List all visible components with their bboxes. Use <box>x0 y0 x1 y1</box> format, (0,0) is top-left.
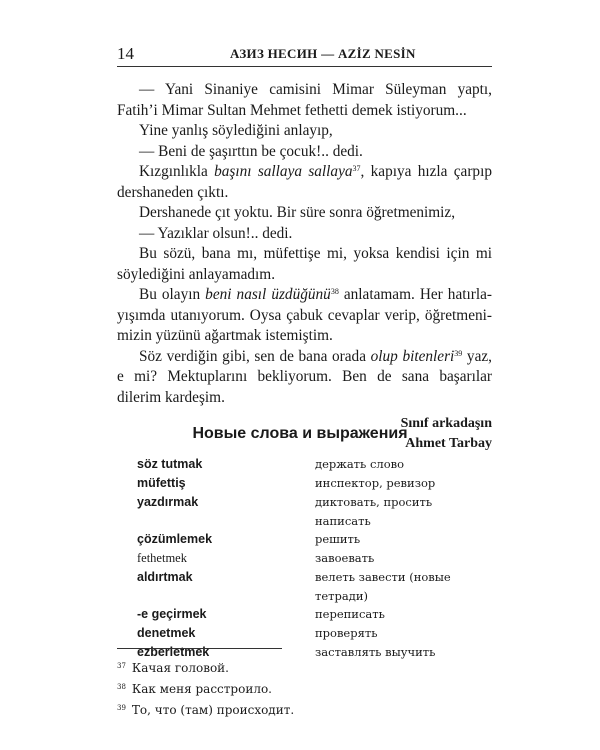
page-number: 14 <box>117 44 134 63</box>
vocab-word: denetmek <box>137 626 196 640</box>
vocab-word: yazdırmak <box>137 495 199 509</box>
vocab-word: müfettiş <box>137 476 186 490</box>
vocab-row <box>137 493 487 530</box>
text-run: Bu olayın <box>139 286 206 303</box>
footnote-text: Качая головой. <box>131 661 229 675</box>
vocab-row <box>137 605 487 624</box>
text-run: yaz, e mi? Mektuplarını bekliyorum. Ben de sana başarılar dilerim kardeşim. <box>117 347 492 406</box>
paragraph: — Beni de şaşırttın be çocuk!.. dedi. <box>139 142 363 160</box>
vocab-translation: решить <box>315 532 361 546</box>
italic-phrase: beni nasıl üzdüğünü <box>205 286 331 303</box>
footnote-number: 38 <box>117 683 126 691</box>
vocab-translation: переписать <box>315 607 385 621</box>
text-run: Söz verdiğin gibi, sen de bana orada <box>139 347 371 365</box>
text-run: Kızgınlıkla <box>139 163 215 180</box>
vocab-word: -e geçirmek <box>137 607 207 621</box>
italic-phrase: olup bitenleri <box>370 347 455 365</box>
footnote <box>117 678 294 699</box>
paragraph: Yine yanlış söylediğini anlayıp, <box>139 122 333 139</box>
vocab-row <box>137 624 487 643</box>
running-header-title: АЗИЗ НЕСИН — AZİZ NESİN <box>230 46 416 61</box>
paragraph <box>117 162 492 203</box>
vocab-translation: велеть завести (новые тетради) <box>315 570 451 603</box>
footnote-number: 37 <box>117 662 126 670</box>
text-run: anlatamam. Her hatırlayışımda utanıyorum. Oysa çabuk cevaplar verip, öğretmenimizin yüzünü ağartmak istemiştim. <box>117 286 492 344</box>
signature-line-1: Sınıf arkadaşın <box>400 416 492 431</box>
paragraph: — Yani Sinaniye camisini Mimar Süleyman yaptı, Fatih’i Mimar Sultan Mehmet fethetti demek istiyorum... <box>117 81 492 119</box>
footnote <box>117 699 294 720</box>
vocab-translation: заставлять выучить <box>315 645 436 659</box>
vocab-word: söz tutmak <box>137 457 203 471</box>
footnotes <box>117 657 294 720</box>
footnote-ref: 38 <box>330 287 339 296</box>
vocab-row <box>137 530 487 549</box>
vocab-row <box>137 549 487 568</box>
vocab-word: çözümlemek <box>137 532 213 546</box>
vocab-list <box>137 455 487 662</box>
vocab-translation: держать слово <box>315 457 405 471</box>
vocab-translation: инспектор, ревизор <box>315 476 436 490</box>
footnote-text: Как меня расстроило. <box>131 682 272 696</box>
vocab-word: aldırtmak <box>137 570 193 584</box>
text-run: , kapıya hızla çarpıp dershaneden çıktı. <box>117 163 492 201</box>
vocab-translation: завоевать <box>315 551 375 565</box>
main-text <box>117 80 492 454</box>
vocab-translation: диктовать, просить написать <box>315 495 433 528</box>
paragraph: — Yazıklar olsun!.. dedi. <box>139 224 293 242</box>
vocab-word: ezberletmek <box>137 645 210 659</box>
vocab-translation: проверять <box>315 626 378 640</box>
vocab-row <box>137 568 487 605</box>
vocab-row <box>137 455 487 474</box>
footnote <box>117 657 294 678</box>
paragraph <box>117 347 492 409</box>
signature-name: Ahmet Tarbay <box>405 436 492 451</box>
footnote-ref: 39 <box>454 348 463 358</box>
footnote-number: 39 <box>117 704 126 712</box>
footnote-text: То, что (там) происходит. <box>131 703 295 717</box>
paragraph: Bu sözü, bana mı, müfettişe mi, yoksa kendisi için mi söylediğini anlayamadım. <box>117 245 492 283</box>
footnote-rule <box>117 648 282 649</box>
vocab-word: fethetmek <box>137 551 187 565</box>
header-rule <box>117 66 492 67</box>
italic-phrase: başını sallaya sallaya <box>214 163 353 180</box>
vocab-heading: Новые слова и выражения <box>192 425 408 442</box>
vocab-row <box>137 474 487 493</box>
paragraph: Dershanede çıt yoktu. Bir süre sonra öğretmenimiz, <box>139 204 456 221</box>
paragraph <box>117 285 492 347</box>
footnote-ref: 37 <box>352 164 361 173</box>
